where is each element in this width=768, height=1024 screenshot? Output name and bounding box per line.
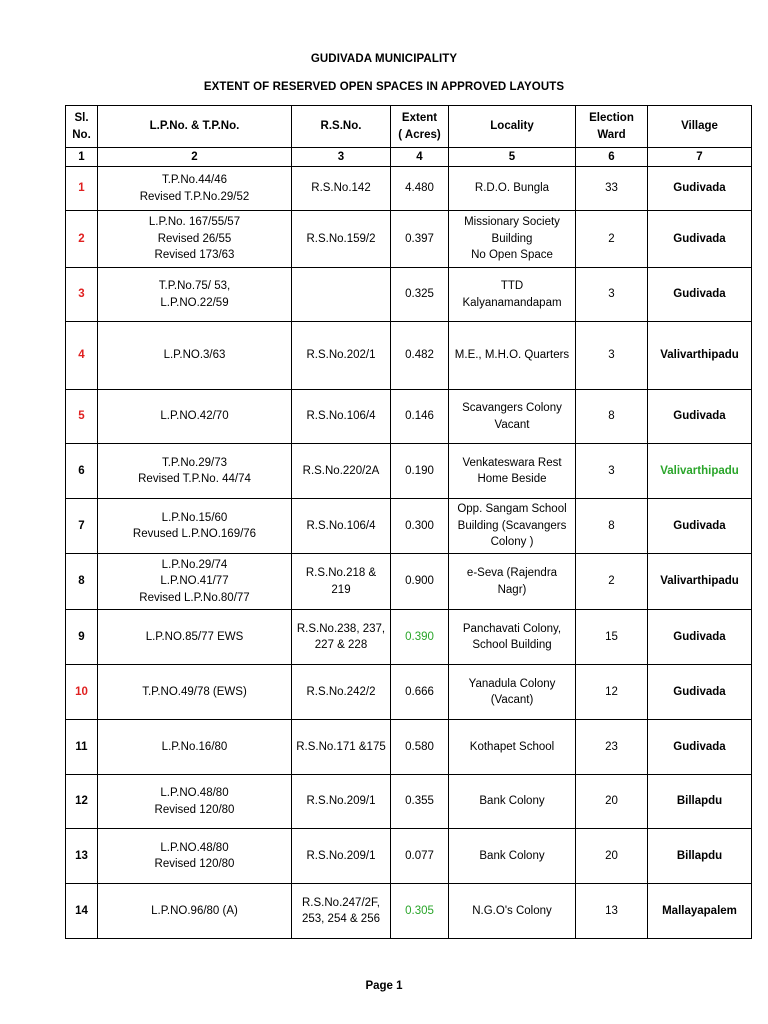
cell-locality: TTD Kalyanamandapam (449, 268, 576, 322)
column-number: 2 (98, 148, 292, 167)
cell-sl-no: 1 (66, 167, 98, 211)
cell-sl-no: 5 (66, 390, 98, 444)
table-row (66, 610, 752, 665)
cell-election-ward: 20 (576, 829, 648, 884)
cell-sl-no: 2 (66, 211, 98, 268)
col-header-lp-tp-no: L.P.No. & T.P.No. (98, 106, 292, 148)
table-row (66, 211, 752, 268)
cell-rs-no: R.S.No.209/1 (292, 829, 391, 884)
cell-lp-tp-no: L.P.NO.96/80 (A) (98, 884, 292, 939)
cell-rs-no: R.S.No.209/1 (292, 775, 391, 829)
cell-sl-no: 8 (66, 554, 98, 610)
cell-rs-no: R.S.No.238, 237, 227 & 228 (292, 610, 391, 665)
cell-extent: 0.355 (391, 775, 449, 829)
cell-rs-no: R.S.No.218 & 219 (292, 554, 391, 610)
cell-sl-no: 10 (66, 665, 98, 720)
column-number: 3 (292, 148, 391, 167)
column-number: 6 (576, 148, 648, 167)
table-row (66, 775, 752, 829)
cell-lp-tp-no: T.P.No.29/73 Revised T.P.No. 44/74 (98, 444, 292, 499)
cell-locality: Opp. Sangam School Building (Scavangers Colony ) (449, 499, 576, 554)
cell-lp-tp-no: L.P.NO.85/77 EWS (98, 610, 292, 665)
cell-sl-no: 4 (66, 322, 98, 390)
cell-extent: 0.397 (391, 211, 449, 268)
cell-lp-tp-no: L.P.No.16/80 (98, 720, 292, 775)
cell-village: Valivarthipadu (648, 322, 752, 390)
cell-village: Gudivada (648, 499, 752, 554)
cell-lp-tp-no: L.P.NO.3/63 (98, 322, 292, 390)
cell-extent: 0.300 (391, 499, 449, 554)
cell-election-ward: 20 (576, 775, 648, 829)
cell-rs-no: R.S.No.159/2 (292, 211, 391, 268)
cell-village: Gudivada (648, 665, 752, 720)
cell-sl-no: 14 (66, 884, 98, 939)
cell-sl-no: 12 (66, 775, 98, 829)
cell-rs-no: R.S.No.247/2F, 253, 254 & 256 (292, 884, 391, 939)
cell-extent: 0.390 (391, 610, 449, 665)
cell-rs-no (292, 268, 391, 322)
column-number: 4 (391, 148, 449, 167)
cell-locality: Yanadula Colony (Vacant) (449, 665, 576, 720)
cell-extent: 0.305 (391, 884, 449, 939)
cell-village: Gudivada (648, 610, 752, 665)
cell-extent: 0.580 (391, 720, 449, 775)
cell-locality: e-Seva (Rajendra Nagr) (449, 554, 576, 610)
table-body (66, 167, 752, 939)
table-row (66, 554, 752, 610)
column-number: 7 (648, 148, 752, 167)
document-subtitle: EXTENT OF RESERVED OPEN SPACES IN APPROVED LAYOUTS (203, 81, 565, 93)
column-number: 5 (449, 148, 576, 167)
cell-locality: Panchavati Colony, School Building (449, 610, 576, 665)
cell-election-ward: 8 (576, 390, 648, 444)
cell-locality: Bank Colony (449, 775, 576, 829)
cell-lp-tp-no: L.P.No.15/60 Revused L.P.NO.169/76 (98, 499, 292, 554)
cell-rs-no: R.S.No.242/2 (292, 665, 391, 720)
cell-extent: 0.077 (391, 829, 449, 884)
cell-election-ward: 2 (576, 211, 648, 268)
cell-village: Valivarthipadu (648, 554, 752, 610)
cell-election-ward: 33 (576, 167, 648, 211)
cell-village: Mallayapalem (648, 884, 752, 939)
cell-sl-no: 3 (66, 268, 98, 322)
cell-sl-no: 9 (66, 610, 98, 665)
cell-election-ward: 15 (576, 610, 648, 665)
cell-village: Gudivada (648, 211, 752, 268)
col-header-extent: Extent ( Acres) (391, 106, 449, 148)
cell-extent: 0.666 (391, 665, 449, 720)
table-row (66, 884, 752, 939)
table-row (66, 167, 752, 211)
table-row (66, 268, 752, 322)
cell-extent: 0.190 (391, 444, 449, 499)
cell-election-ward: 13 (576, 884, 648, 939)
cell-lp-tp-no: T.P.No.44/46 Revised T.P.No.29/52 (98, 167, 292, 211)
cell-election-ward: 12 (576, 665, 648, 720)
cell-locality: Bank Colony (449, 829, 576, 884)
cell-locality: M.E., M.H.O. Quarters (449, 322, 576, 390)
header-row (66, 106, 752, 148)
table-row (66, 665, 752, 720)
cell-village: Gudivada (648, 720, 752, 775)
cell-extent: 0.482 (391, 322, 449, 390)
cell-extent: 4.480 (391, 167, 449, 211)
cell-village: Gudivada (648, 167, 752, 211)
col-header-locality: Locality (449, 106, 576, 148)
cell-locality: Scavangers Colony Vacant (449, 390, 576, 444)
cell-locality: Kothapet School (449, 720, 576, 775)
cell-village: Billapdu (648, 775, 752, 829)
col-header-rs-no: R.S.No. (292, 106, 391, 148)
cell-extent: 0.146 (391, 390, 449, 444)
cell-sl-no: 7 (66, 499, 98, 554)
cell-lp-tp-no: L.P.No.29/74 L.P.NO.41/77 Revised L.P.No.80/77 (98, 554, 292, 610)
cell-election-ward: 23 (576, 720, 648, 775)
cell-village: Valivarthipadu (648, 444, 752, 499)
cell-rs-no: R.S.No.106/4 (292, 390, 391, 444)
column-number-row (66, 148, 752, 167)
table-row (66, 444, 752, 499)
cell-election-ward: 3 (576, 268, 648, 322)
table-row (66, 322, 752, 390)
col-header-election-ward: Election Ward (576, 106, 648, 148)
cell-locality: N.G.O's Colony (449, 884, 576, 939)
cell-village: Gudivada (648, 268, 752, 322)
cell-rs-no: R.S.No.106/4 (292, 499, 391, 554)
cell-election-ward: 8 (576, 499, 648, 554)
cell-lp-tp-no: T.P.No.75/ 53, L.P.NO.22/59 (98, 268, 292, 322)
table-row (66, 390, 752, 444)
cell-lp-tp-no: L.P.NO.48/80 Revised 120/80 (98, 775, 292, 829)
cell-village: Gudivada (648, 390, 752, 444)
cell-lp-tp-no: L.P.No. 167/55/57 Revised 26/55 Revised 173/63 (98, 211, 292, 268)
cell-sl-no: 11 (66, 720, 98, 775)
cell-election-ward: 3 (576, 444, 648, 499)
cell-locality: R.D.O. Bungla (449, 167, 576, 211)
cell-election-ward: 2 (576, 554, 648, 610)
cell-rs-no: R.S.No.142 (292, 167, 391, 211)
cell-election-ward: 3 (576, 322, 648, 390)
table-row (66, 499, 752, 554)
column-number: 1 (66, 148, 98, 167)
cell-rs-no: R.S.No.220/2A (292, 444, 391, 499)
cell-extent: 0.900 (391, 554, 449, 610)
cell-locality: Venkateswara Rest Home Beside (449, 444, 576, 499)
open-spaces-table (65, 105, 752, 939)
cell-sl-no: 13 (66, 829, 98, 884)
table-row (66, 829, 752, 884)
cell-village: Billapdu (648, 829, 752, 884)
col-header-sl-no: Sl. No. (66, 106, 98, 148)
cell-rs-no: R.S.No.171 &175 (292, 720, 391, 775)
cell-sl-no: 6 (66, 444, 98, 499)
page-number: Page 1 (365, 980, 403, 992)
document-title: GUDIVADA MUNICIPALITY (310, 53, 458, 65)
cell-lp-tp-no: L.P.NO.48/80 Revised 120/80 (98, 829, 292, 884)
cell-rs-no: R.S.No.202/1 (292, 322, 391, 390)
col-header-village: Village (648, 106, 752, 148)
table-row (66, 720, 752, 775)
cell-locality: Missionary Society Building No Open Space (449, 211, 576, 268)
cell-extent: 0.325 (391, 268, 449, 322)
cell-lp-tp-no: L.P.NO.42/70 (98, 390, 292, 444)
cell-lp-tp-no: T.P.NO.49/78 (EWS) (98, 665, 292, 720)
